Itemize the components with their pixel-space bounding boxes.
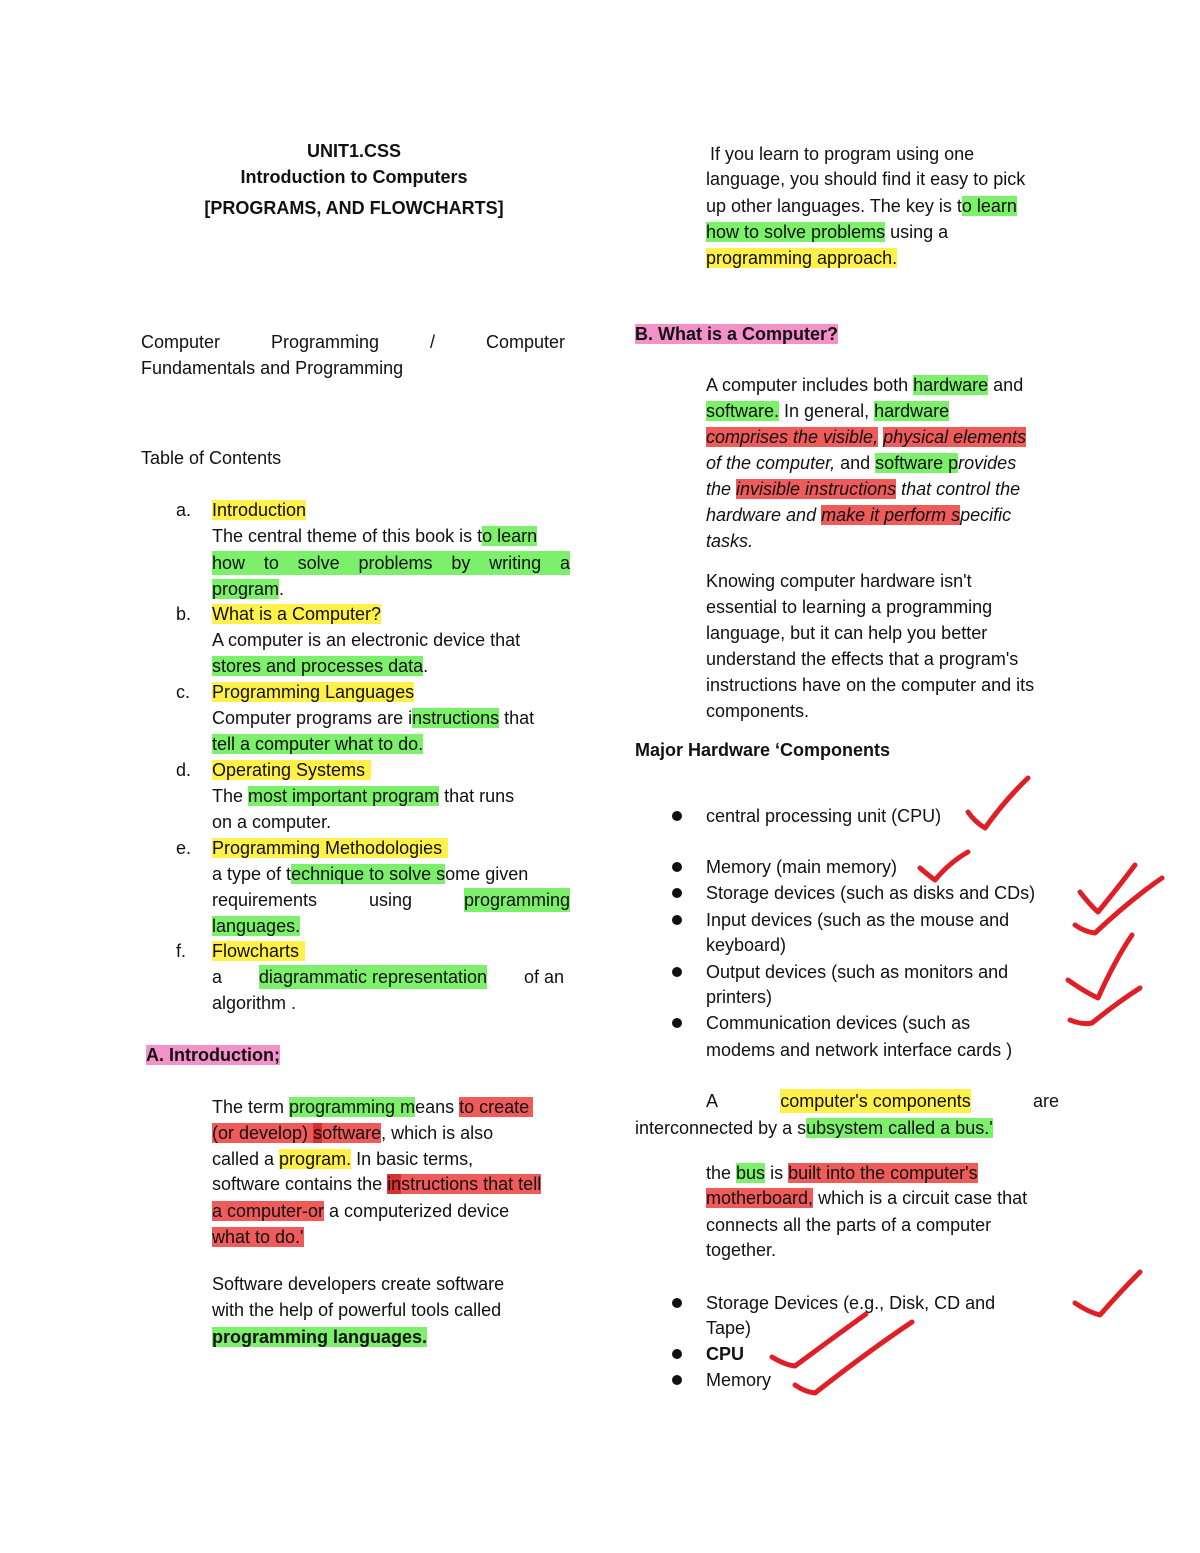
highlight-green: nstructions (412, 708, 500, 728)
course-word: Programming (270, 332, 380, 352)
hardware-item: Memory (main memory) (706, 857, 898, 877)
text-run: which is a circuit case that (813, 1188, 1028, 1208)
text-run: is (765, 1163, 789, 1183)
checkmark-icon (1068, 935, 1132, 998)
text-run: . (279, 579, 285, 599)
toc-desc-line (212, 706, 534, 730)
hardware-item: Output devices (such as monitors and (706, 962, 1009, 982)
toc-desc-line (212, 862, 528, 886)
section-a-p2-line: with the help of powerful tools called (212, 1300, 502, 1320)
text-run: rovides (958, 453, 1017, 473)
highlight-yellow: program. (279, 1149, 352, 1169)
text-run: a (212, 967, 223, 987)
highlight-red: motherboard, (706, 1188, 814, 1208)
unit-code: UNIT1.CSS (306, 141, 402, 161)
section-a-heading (146, 1043, 280, 1067)
section-b-p2-line: instructions have on the computer and its (706, 675, 1035, 695)
text-run: called a (212, 1149, 280, 1169)
text-run: a computerized device (324, 1201, 510, 1221)
toc-letter: b. (176, 604, 192, 624)
toc-item-title: Programming Methodologies (212, 838, 448, 858)
section-b-p2-line: understand the effects that a program's (706, 649, 1019, 669)
text-run: Computer programs are i (212, 708, 413, 728)
intro-line (706, 220, 948, 244)
toc-letter: d. (176, 760, 192, 780)
highlight-green: software. (706, 401, 780, 421)
checkmark-icon (1075, 878, 1162, 933)
course-line-2: Fundamentals and Programming (141, 358, 404, 378)
intro-line: If you learn to program using one (710, 144, 975, 164)
highlight-green: most important program (248, 786, 440, 806)
highlight-pink: B. What is a Computer? (635, 324, 839, 344)
highlight-green: tell a computer what to do. (212, 734, 424, 754)
highlight-yellow: computer's components (780, 1091, 971, 1111)
intro-line (706, 246, 897, 270)
bus-p2-line: connects all the parts of a computer (706, 1215, 992, 1235)
toc-desc-line: algorithm . (212, 993, 297, 1013)
text-run: The central theme of this book is t (212, 526, 483, 546)
summary-item: Memory (706, 1370, 772, 1390)
highlight-green: ubsystem called a bus.' (806, 1118, 993, 1138)
section-a-p1-line (212, 1225, 304, 1249)
highlight-green: programming languages. (212, 1327, 428, 1347)
highlight-red: make it perform s (821, 505, 961, 525)
intro-line (706, 194, 1017, 218)
section-a-p2-line: Software developers create software (212, 1274, 505, 1294)
bullet-icon (672, 888, 682, 898)
section-a-p1-line (212, 1172, 541, 1196)
course-word: / (429, 332, 435, 352)
text-run: . (423, 656, 429, 676)
checkmark-icon (1075, 1272, 1140, 1315)
checkmark-icon (920, 852, 968, 880)
text-run: pecific (960, 505, 1012, 525)
section-a-p2-line (212, 1325, 427, 1349)
text-run: the (706, 479, 737, 499)
highlight-green: bus (736, 1163, 766, 1183)
text-run: The (212, 786, 249, 806)
highlight-red: oftware (322, 1123, 382, 1143)
text-run: requirements (212, 890, 318, 910)
text-run: In general, (779, 401, 875, 421)
highlight-red-dark: in (387, 1174, 402, 1194)
bullet-icon (672, 1298, 682, 1308)
section-b-p2-line: essential to learning a programming (706, 597, 993, 617)
highlight-green: programming m (289, 1097, 416, 1117)
highlight-red: (or develop) (212, 1123, 314, 1143)
text-run: interconnected by a s (635, 1118, 807, 1138)
highlight-green: o learn (482, 526, 538, 546)
highlight-red: physical elements (883, 427, 1027, 447)
section-b-p2-line: language, but it can help you better (706, 623, 988, 643)
section-b-p1-line (706, 373, 1023, 397)
toc-letter: f. (176, 941, 187, 961)
hardware-item-cont: keyboard) (706, 935, 787, 955)
text-run: up other languages. The key is t (706, 196, 962, 216)
course-word: Computer (141, 332, 221, 352)
section-a-p1-line (212, 1199, 509, 1223)
toc-desc-line: A computer is an electronic device that (212, 630, 521, 650)
bullet-icon (672, 1018, 682, 1028)
toc-item-title: What is a Computer? (212, 604, 382, 624)
toc-item-operating-systems[interactable] (212, 758, 371, 782)
checkmark-icon (1070, 988, 1140, 1024)
highlight-green: software p (875, 453, 959, 473)
highlight-green: program (212, 579, 280, 599)
text-run: the (706, 1163, 737, 1183)
section-b-p1-line (706, 503, 1011, 527)
toc-letter: c. (176, 682, 191, 702)
text-run: The term (212, 1097, 290, 1117)
section-b-p1-line (706, 477, 1020, 501)
text-run: eans (415, 1097, 460, 1117)
highlight-red: comprises the visible, (706, 427, 879, 447)
hardware-item-cont: printers) (706, 987, 773, 1007)
hardware-item: central processing unit (CPU) (706, 806, 942, 826)
hardware-heading: Major Hardware ‘Components (635, 740, 891, 760)
highlight-green: programming (463, 890, 570, 910)
highlight-green: o learn (961, 196, 1017, 216)
highlight-green: echnique to solve s (291, 864, 446, 884)
highlight-green: diagrammatic representation (258, 967, 488, 987)
bullet-icon (672, 1349, 682, 1359)
highlight-red: built into the computer's (788, 1163, 978, 1183)
highlight-yellow: programming approach. (706, 248, 898, 268)
text-run: A (706, 1091, 719, 1111)
section-a-p1-line (212, 1121, 493, 1145)
toc-letter: e. (176, 838, 192, 858)
bullet-icon (672, 862, 682, 872)
highlight-red: a computer-or (212, 1201, 325, 1221)
section-a-p1-line (212, 1095, 533, 1119)
toc-item-title: Flowcharts (212, 941, 305, 961)
text-run: using (368, 890, 413, 910)
text-run: , which is also (381, 1123, 494, 1143)
toc-desc-line: on a computer. (212, 812, 332, 832)
section-b-p1-line: tasks. (706, 531, 754, 551)
text-run: hardware and (706, 505, 822, 525)
section-b-p2-line: Knowing computer hardware isn't (706, 571, 972, 591)
bus-p2-line (706, 1186, 1027, 1210)
text-run: that (499, 708, 535, 728)
document-title: Introduction to Computers (240, 167, 468, 187)
text-run: software contains the (212, 1174, 388, 1194)
summary-item-cont: Tape) (706, 1318, 752, 1338)
section-b-p1-line (706, 425, 1026, 449)
toc-desc-line (212, 914, 300, 938)
bus-p1-line (635, 1089, 1059, 1113)
text-run: A computer includes both (706, 375, 914, 395)
highlight-green: languages. (212, 916, 301, 936)
checkmark-icon (772, 1314, 866, 1366)
hardware-item-cont: modems and network interface cards ) (706, 1040, 1013, 1060)
text-run: using a (885, 222, 949, 242)
text-run: a type of t (212, 864, 292, 884)
toc-item-what-is-a-computer[interactable] (212, 602, 381, 626)
text-run: ome given (445, 864, 529, 884)
text-run: of an (523, 967, 564, 987)
toc-desc-line (212, 577, 284, 601)
section-b-p1-line (706, 451, 1016, 475)
text-run: that runs (439, 786, 515, 806)
highlight-red: structions that tell (401, 1174, 542, 1194)
toc-desc-line (212, 965, 564, 989)
toc-item-title: Operating Systems (212, 760, 371, 780)
toc-item-programming-languages[interactable] (212, 680, 414, 704)
section-b-p1-line (706, 399, 949, 423)
highlight-pink: A. Introduction; (146, 1045, 280, 1065)
text-run: and (835, 453, 876, 473)
toc-item-title: Introduction (212, 500, 307, 520)
toc-desc-line (212, 784, 514, 808)
highlight-green: stores and processes data (212, 656, 424, 676)
toc-desc-line (212, 654, 428, 678)
toc-heading: Table of Contents (141, 448, 282, 468)
highlight-green: hardware (913, 375, 989, 395)
text-run: In basic terms, (351, 1149, 474, 1169)
toc-desc-line (212, 551, 570, 575)
text-run: and (988, 375, 1024, 395)
section-b-heading (635, 322, 838, 346)
toc-item-title: Programming Languages (212, 682, 415, 702)
highlight-red: to create (459, 1097, 533, 1117)
section-b-p2-line: components. (706, 701, 810, 721)
hardware-item: Communication devices (such as (706, 1013, 971, 1033)
bus-p2-line (706, 1161, 978, 1185)
highlight-red-dark: s (313, 1123, 323, 1143)
toc-item-programming-methodologies[interactable] (212, 836, 448, 860)
course-line-1 (141, 330, 565, 354)
bullet-icon (672, 1375, 682, 1385)
toc-desc-line (212, 732, 423, 756)
toc-item-introduction[interactable] (212, 498, 306, 522)
toc-letter: a. (176, 500, 192, 520)
text-run: are (1032, 1091, 1059, 1111)
checkmark-icon (795, 1322, 912, 1393)
highlight-green: hardware (874, 401, 950, 421)
hardware-item: Input devices (such as the mouse and (706, 910, 1010, 930)
bullet-icon (672, 915, 682, 925)
highlight-green: ow to solve problems (716, 222, 886, 242)
section-a-p1-line (212, 1147, 473, 1171)
course-word: Computer (485, 332, 565, 352)
checkmark-icon (1080, 865, 1135, 912)
hardware-item: Storage devices (such as disks and CDs) (706, 883, 1036, 903)
bullet-icon (672, 811, 682, 821)
toc-desc-line (212, 524, 537, 548)
bus-p2-line: together. (706, 1240, 777, 1260)
summary-item: CPU (706, 1344, 745, 1364)
text-run: of the computer, (706, 453, 836, 473)
bus-p1-line (635, 1116, 993, 1140)
text-run: that control the (896, 479, 1021, 499)
summary-item: Storage Devices (e.g., Disk, CD and (706, 1293, 996, 1313)
checkmark-icon (968, 778, 1028, 828)
bullet-icon (672, 967, 682, 977)
highlight-green: how to solve problems by writing a (212, 553, 570, 573)
highlight-red: invisible instructions (736, 479, 897, 499)
toc-desc-line (212, 888, 570, 912)
toc-item-flowcharts[interactable] (212, 939, 305, 963)
intro-line: language, you should find it easy to pick (706, 169, 1026, 189)
highlight-green: h (706, 222, 717, 242)
document-subtitle: [PROGRAMS, AND FLOWCHARTS] (204, 198, 504, 218)
highlight-red: what to do.' (212, 1227, 304, 1247)
